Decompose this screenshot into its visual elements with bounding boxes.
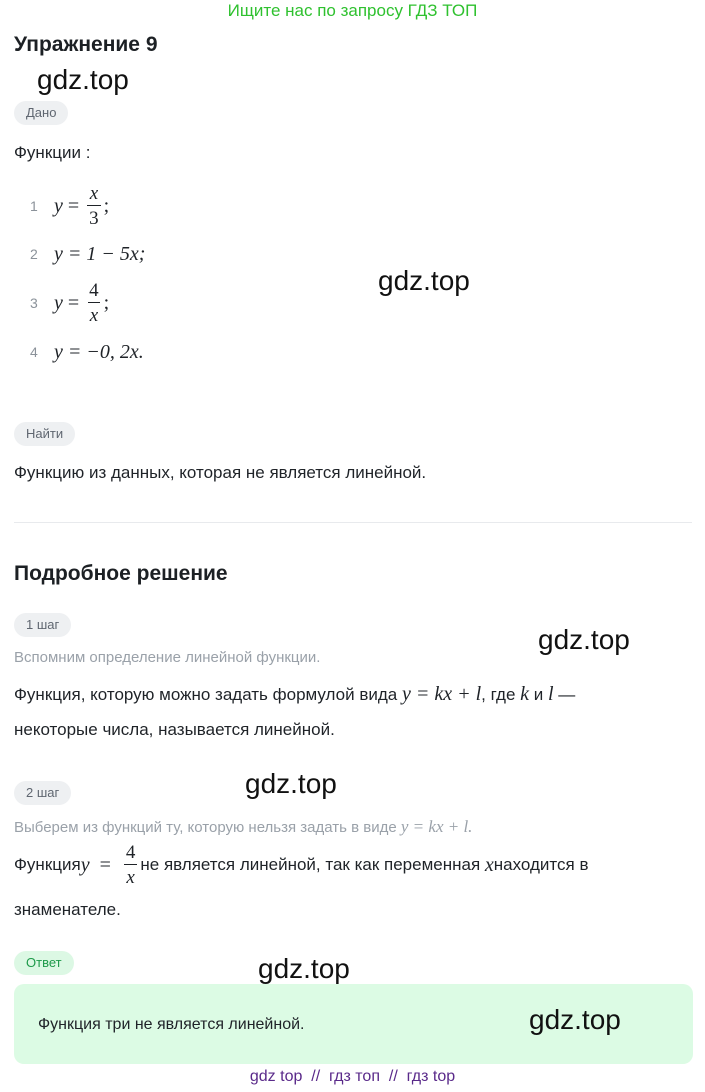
solution-title: Подробное решение: [14, 562, 228, 585]
step1-line2: некоторые числа, называется линейной.: [14, 720, 335, 739]
watermark: gdz.top: [258, 953, 350, 984]
variable-l: l: [547, 683, 554, 705]
list-item: [30, 183, 110, 229]
watermark: gdz.top: [529, 1004, 621, 1035]
text-fragment: находится в: [493, 855, 589, 874]
variable-x: x: [484, 853, 494, 876]
step2-line1: [14, 843, 589, 887]
formula: y = $\frac{x}{3}$ ;: [54, 183, 110, 229]
watermark: gdz.top: [245, 768, 337, 799]
text-fragment: , где: [481, 685, 521, 704]
formula: y = kx + l: [401, 683, 482, 705]
formula: y = $\frac{4}{x}$ ;: [54, 280, 110, 326]
step1-chip: 1 шаг: [14, 613, 71, 637]
step2-line2: знаменателе.: [14, 900, 121, 919]
find-chip: Найти: [14, 422, 75, 446]
given-intro: Функции :: [14, 143, 91, 162]
item-number: 4: [30, 344, 38, 360]
item-number: 2: [30, 246, 38, 262]
text-fragment: не является линейной, так как переменная: [140, 855, 481, 874]
item-number: 1: [30, 198, 38, 214]
footer-links[interactable]: gdz top // гдз топ // гдз top: [249, 1068, 456, 1085]
step2-chip: 2 шаг: [14, 781, 71, 805]
variable-k: k: [520, 683, 530, 705]
text-fragment: Функция: [14, 855, 81, 874]
text-fragment: Выберем из функций ту, которую нельзя задать в виде: [14, 819, 401, 836]
watermark: gdz.top: [378, 265, 470, 296]
formula: y = $\frac{4}{x}$: [80, 842, 136, 888]
item-number: 3: [30, 295, 38, 311]
find-text: Функцию из данных, которая не является линейной.: [14, 463, 427, 482]
exercise-title: Упражнение 9: [14, 33, 158, 56]
step1-line1: [14, 683, 575, 706]
step2-hint: [14, 817, 472, 837]
given-chip: Дано: [14, 101, 68, 125]
watermark: gdz.top: [538, 624, 630, 655]
watermark: gdz.top: [37, 64, 129, 95]
text-fragment: и: [529, 685, 548, 704]
divider: [14, 522, 692, 523]
formula: y = 1 − 5x;: [54, 242, 146, 265]
answer-text: Функция три не является линейной.: [38, 1016, 305, 1033]
formula: y = kx + l.: [400, 817, 473, 836]
list-item: [30, 332, 144, 372]
list-item: [30, 280, 110, 326]
top-banner: Ищите нас по запросу ГДЗ ТОП: [227, 1, 478, 20]
step1-hint: Вспомним определение линейной функции.: [14, 649, 321, 666]
list-item: [30, 234, 145, 274]
text-fragment: Функция, которую можно задать формулой вида: [14, 685, 402, 704]
text-fragment: —: [553, 685, 576, 704]
formula: y = −0, 2x.: [54, 340, 144, 363]
answer-chip: Ответ: [14, 951, 74, 975]
